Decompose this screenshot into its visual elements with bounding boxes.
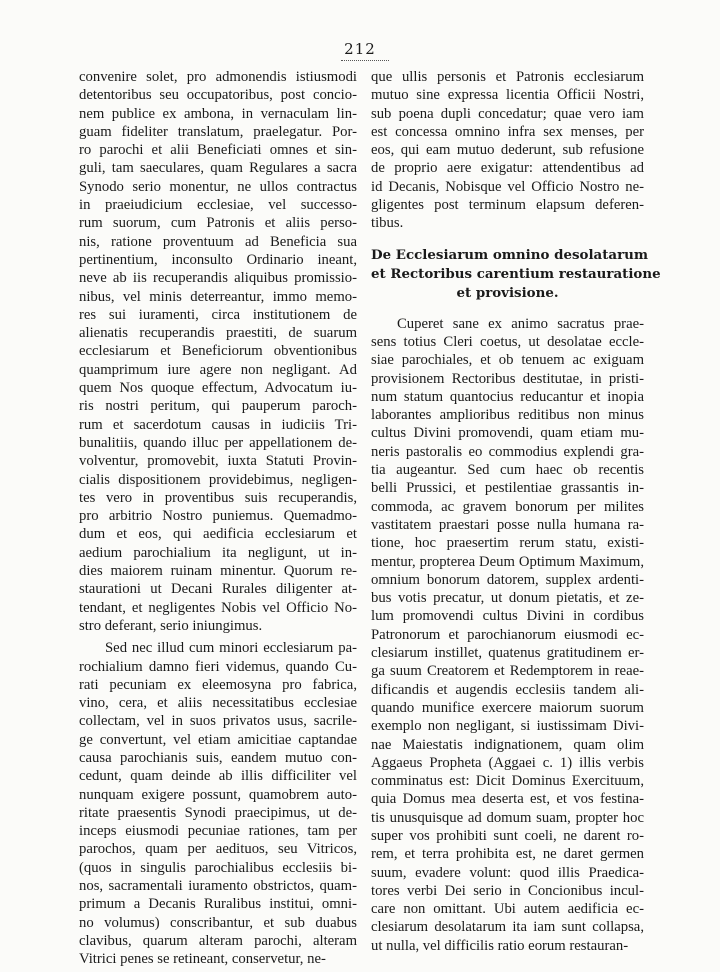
- text-line: ge convertunt, vel etiam amicitiae captandae: [79, 731, 357, 748]
- text-line: vino, cera, et aliis necessitatibus ecclesiae: [79, 695, 357, 712]
- text-line: inceps eiusmodi pecuniae rationes, tam per: [79, 823, 357, 840]
- text-line: tendant, et negligentes Nobis vel Officio No-: [79, 599, 357, 616]
- text-line: nos, sacramentali iuramento obstrictos, quam-: [79, 878, 357, 895]
- text-line: (quos in singulis parochialibus ecclesiis bi-: [79, 859, 357, 876]
- right-column: [371, 68, 661, 955]
- text-line: tores verbi Dei serio in Concionibus incul-: [371, 882, 644, 899]
- left-paragraph-1: [79, 68, 357, 635]
- text-line: mutuo sine expressa licentia Officii Nostri,: [371, 87, 644, 104]
- left-paragraph-2: [79, 639, 357, 968]
- text-line: dificandis et augendis ecclesiis tandem ali-: [371, 681, 644, 698]
- text-line: Vitrici penes se retineant, conservetur, ne-: [79, 951, 326, 968]
- text-line: parochos, quam per aedituos, seu Vitricos,: [79, 841, 357, 858]
- text-line: comminatus est: Dicit Dominus Exercituum,: [371, 773, 644, 790]
- text-line: primum a Decanis Ruralibus institui, omni-: [79, 896, 357, 913]
- right-paragraph-2: [371, 315, 644, 955]
- page-number-rule: [341, 60, 389, 61]
- text-line: res sui iuramenti, circa institutionem de: [79, 306, 357, 323]
- text-line: vastitatem praestari posse nulla humana ra-: [371, 516, 644, 533]
- heading-line: et Rectoribus carentium restauratione: [371, 265, 661, 282]
- text-line: stro deferant, serio iniungimus.: [79, 617, 263, 634]
- text-line: ris nostri peritum, qui pauperum paroch-: [79, 398, 357, 415]
- text-line: Cuperet sane ex animo sacratus prae-: [397, 315, 644, 332]
- text-line: est concessa omnino infra sex menses, per: [371, 123, 644, 140]
- text-line: nae Maiestatis indignationem, quam olim: [371, 736, 644, 753]
- page-number: 212: [344, 40, 376, 58]
- text-line: care non omittant. Ubi autem aedificia ec-: [371, 901, 644, 918]
- text-line: Synodo serio monentur, ne ullos contractus: [79, 178, 357, 195]
- text-line: quando munifice exercere maiorum suorum: [371, 699, 644, 716]
- text-line: causa parochianis suis, eandem mutuo con-: [79, 749, 357, 766]
- text-line: eos, qui eam mutuo dederunt, sub refusione: [371, 142, 644, 159]
- text-line: num statum quantocius reducantur et inopia: [371, 388, 644, 405]
- text-line: sens totius Cleri coetus, ut desolatae eccle-: [371, 333, 644, 350]
- heading-line: et provisione.: [456, 284, 559, 301]
- text-line: quem Nos quoque effectum, Advocatum iu-: [79, 380, 357, 397]
- text-line: ut nulla, vel difficilis ratio eorum restauran-: [371, 937, 629, 954]
- text-line: Sed nec illud cum minori ecclesiarum pa-: [105, 640, 357, 657]
- text-line: clesiarum desolatarum ita iam sunt collapsa,: [371, 919, 644, 936]
- text-line: dies maiorem ruinam minentur. Quorum re-: [79, 563, 357, 580]
- text-line: rem, et terra prohibita est, ne daret germen: [371, 846, 644, 863]
- text-line: pro arbitrio Nostro puniemus. Quemadmo-: [79, 508, 357, 525]
- heading-line: De Ecclesiarum omnino desolatarum: [371, 246, 649, 263]
- text-line: tis unusquisque ad domum suam, propter hoc: [371, 809, 644, 826]
- text-line: belli Prussici, et pestilentiae grassantis in-: [371, 480, 644, 497]
- text-line: alienatis recuperandis praestiti, de suarum: [79, 325, 357, 342]
- text-line: suum, evadere volunt: quod illis Praedica-: [371, 864, 644, 881]
- text-line: siae parochiales, et ob tenuem ac exiguam: [371, 352, 644, 369]
- text-line: aedium parochialium ita negligunt, ut in-: [79, 544, 357, 561]
- text-line: Patronorum et parochianorum eiusmodi ec-: [371, 626, 644, 643]
- text-line: quamprimum iure agere non negligant. Ad: [79, 361, 357, 378]
- left-column: [79, 68, 357, 969]
- text-line: cultus Divini promovendi, quam etiam mu-: [371, 425, 644, 442]
- text-line: tia augeantur. Sed cum haec ob recentis: [371, 462, 644, 479]
- text-line: no volumus) conscribantur, et sub duabus: [79, 914, 357, 931]
- text-line: neve ab iis recuperandis aliquibus promissio-: [79, 270, 357, 287]
- text-line: in praeiudicium ecclesiae, vel successo-: [79, 197, 357, 214]
- text-line: tione, hoc praesertim rerum statu, existi-: [371, 535, 644, 552]
- text-line: ritate praesentis Synodi praecipimus, ut de-: [79, 804, 357, 821]
- text-line: provisionem Rectoribus destitutae, in pristi-: [371, 370, 644, 387]
- text-line: clavibus, quarum alteram parochi, alteram: [79, 932, 357, 949]
- text-line: rochialium damno fieri videmus, quando Cu-: [79, 658, 357, 675]
- text-line: nunquam exigere possunt, quamobrem auto-: [79, 786, 357, 803]
- text-line: rum et sacerdotum causas in iudiciis Tri-: [79, 416, 357, 433]
- text-line: cedunt, quam deinde ab illis difficiliter vel: [79, 768, 357, 785]
- text-line: tes vero in proventibus suis recuperandis,: [79, 489, 357, 506]
- text-line: bus votis precatur, ut donum pietatis, et ze-: [371, 590, 644, 607]
- text-line: detentoribus seu occupatoribus, post concio-: [79, 87, 357, 104]
- text-line: laborantes amplioribus reditibus non minus: [371, 407, 644, 424]
- text-line: guam fideliter translatum, praelegatur. Por-: [79, 123, 357, 140]
- text-line: cialis dispositionem providebimus, negligen-: [79, 471, 357, 488]
- text-line: nem publice ex ambona, in vernaculam lin-: [79, 105, 357, 122]
- text-line: ecclesiarum et Beneficiorum obventionibus: [79, 343, 357, 360]
- text-line: guli, tam saeculares, quam Regulares a sacra: [79, 160, 357, 177]
- text-line: gligentes post terminum elapsum deferen-: [371, 197, 644, 214]
- text-line: collectam, vel in suos privatos usus, sacrile-: [79, 713, 357, 730]
- text-line: ga suum Creatorem et Redemptorem in reae-: [371, 663, 644, 680]
- text-line: clesiarum instillet, quatenus gratitudinem er-: [371, 645, 644, 662]
- text-line: rum suorum, cum Patronis et aliis perso-: [79, 215, 357, 232]
- right-paragraph-1: [371, 68, 644, 233]
- text-line: dum et eos, qui aedificia ecclesiarum et: [79, 526, 357, 543]
- text-line: convenire solet, pro admonendis istiusmodi: [79, 69, 357, 85]
- text-line: rati pecuniam ex eleemosyna pro fabrica,: [79, 676, 357, 693]
- text-line: tibus.: [371, 215, 404, 232]
- text-line: quia Domus mea deserta est, et vos festina-: [371, 791, 644, 808]
- text-line: que ullis personis et Patronis ecclesiarum: [371, 69, 644, 85]
- text-line: Aggaeus Propheta (Aggaei c. 1) illis verbis: [371, 754, 644, 771]
- text-line: super vos prohibiti sunt coeli, ne darent ro-: [371, 827, 644, 844]
- text-line: commoda, ac gravem bonorum per milites: [371, 498, 644, 515]
- text-line: staurationi ut Decani Rurales diligenter at-: [79, 581, 357, 598]
- text-line: volventur, promovebit, iuxta Statuti Provin-: [79, 453, 357, 470]
- text-line: sub poena dupli concedatur; quae vero iam: [371, 105, 644, 122]
- text-line: omnium bonorum datorem, supplex ardenti-: [371, 571, 644, 588]
- text-line: bunalitiis, quando illuc per appellationem de-: [79, 434, 357, 451]
- text-line: ro parochi et alii Beneficiati omnes et sin-: [79, 142, 357, 159]
- text-line: nibus, vel minis deterreantur, immo memo-: [79, 288, 357, 305]
- text-line: de proprio aere exigatur: attendentibus ad: [371, 160, 644, 177]
- text-line: neris pastoralis eo commodius explendi gra-: [371, 443, 644, 460]
- text-line: lum promovendi cultus Divini in cordibus: [371, 608, 644, 625]
- text-line: exemplo non negligant, si iustissimam Divi-: [371, 718, 644, 735]
- text-line: mentur, propterea Deum Optimum Maximum,: [371, 553, 644, 570]
- text-line: nis, ratione proventuum ad Beneficia sua: [79, 233, 357, 250]
- text-line: id Decanis, Nobisque vel Officio Nostro ne-: [371, 178, 644, 195]
- section-heading: [371, 246, 661, 303]
- text-line: pertinentium, inconsulto Ordinario ineant,: [79, 251, 357, 268]
